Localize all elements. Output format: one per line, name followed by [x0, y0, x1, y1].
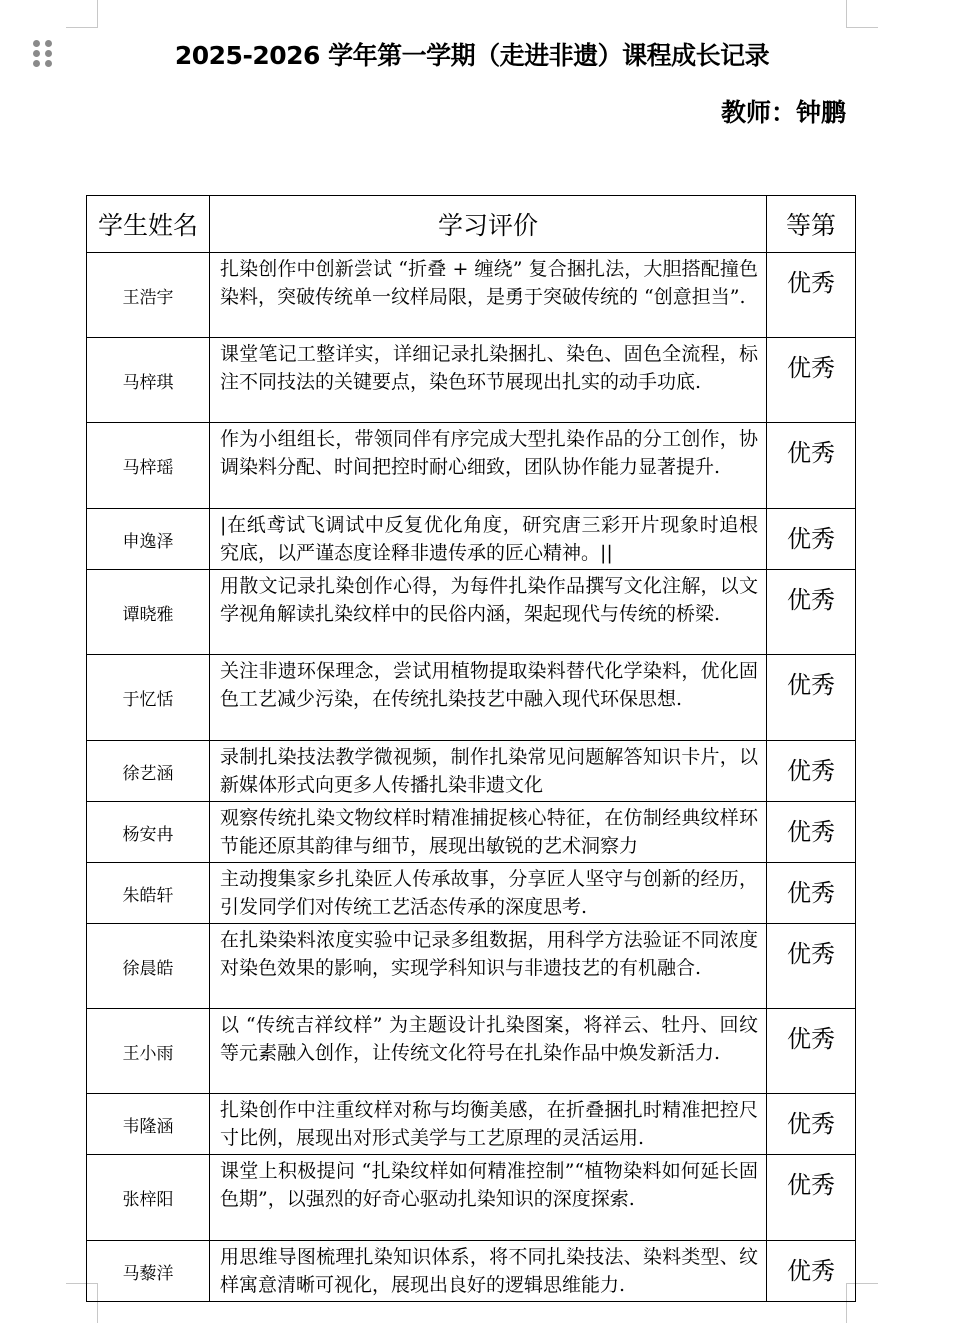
evaluation-text: 课堂笔记工整详实，详细记录扎染捆扎、染色、固色全流程，标注不同技法的关键要点，染色环节展现出扎实的动手功底. [210, 338, 767, 423]
student-name: 杨安冉 [87, 802, 210, 863]
table-row [87, 802, 856, 863]
evaluation-text: 作为小组组长，带领同伴有序完成大型扎染作品的分工创作，协调染料分配、时间把控时耐心细致，团队协作能力显著提升. [210, 423, 767, 509]
grade-value: 优秀 [767, 802, 856, 863]
student-name: 马梓瑶 [87, 423, 210, 509]
header-grade: 等第 [767, 196, 856, 253]
table-row [87, 509, 856, 570]
evaluation-text: |在纸鸢试飞调试中反复优化角度，研究唐三彩开片现象时追根究底，以严谨态度诠释非遗传承的匠心精神。|| [210, 509, 767, 570]
evaluation-text: 主动搜集家乡扎染匠人传承故事，分享匠人坚守与创新的经历，引发同学们对传统工艺活态传承的深度思考. [210, 863, 767, 924]
crop-mark [846, 0, 847, 28]
grade-value: 优秀 [767, 1009, 856, 1094]
header-evaluation: 学习评价 [210, 196, 767, 253]
table-row [87, 253, 856, 338]
evaluation-text: 在扎染染料浓度实验中记录多组数据，用科学方法验证不同浓度对染色效果的影响，实现学科知识与非遗技艺的有机融合. [210, 924, 767, 1009]
grade-value: 优秀 [767, 741, 856, 802]
student-name: 朱皓轩 [87, 863, 210, 924]
evaluation-text: 关注非遗环保理念，尝试用植物提取染料替代化学染料，优化固色工艺减少污染，在传统扎染技艺中融入现代环保思想. [210, 655, 767, 741]
grade-value: 优秀 [767, 423, 856, 509]
table-row [87, 1241, 856, 1302]
evaluation-text: 课堂上积极提问 “扎染纹样如何精准控制”“植物染料如何延长固色期”，以强烈的好奇心驱动扎染知识的深度探索. [210, 1155, 767, 1241]
table-row [87, 338, 856, 423]
table-row [87, 863, 856, 924]
table-row [87, 655, 856, 741]
grade-value: 优秀 [767, 338, 856, 423]
table-row [87, 1094, 856, 1155]
student-name: 徐晨皓 [87, 924, 210, 1009]
crop-mark [97, 0, 98, 28]
evaluation-text: 以 “传统吉祥纹样” 为主题设计扎染图案，将祥云、牡丹、回纹等元素融入创作，让传统文化符号在扎染作品中焕发新活力. [210, 1009, 767, 1094]
crop-mark [846, 27, 878, 28]
header-student-name: 学生姓名 [87, 196, 210, 253]
student-name: 王小雨 [87, 1009, 210, 1094]
evaluation-text: 用思维导图梳理扎染知识体系，将不同扎染技法、染料类型、纹样寓意清晰可视化，展现出良好的逻辑思维能力. [210, 1241, 767, 1302]
student-name: 马藜洋 [87, 1241, 210, 1302]
evaluation-text: 录制扎染技法教学微视频，制作扎染常见问题解答知识卡片，以新媒体形式向更多人传播扎染非遗文化 [210, 741, 767, 802]
grade-value: 优秀 [767, 1094, 856, 1155]
student-name: 王浩宇 [87, 253, 210, 338]
grade-value: 优秀 [767, 1155, 856, 1241]
grade-value: 优秀 [767, 570, 856, 655]
evaluation-text: 扎染创作中创新尝试 “折叠 + 缠绕” 复合捆扎法，大胆搭配撞色染料，突破传统单一纹样局限，是勇于突破传统的 “创意担当”. [210, 253, 767, 338]
student-name: 马梓琪 [87, 338, 210, 423]
student-name: 徐艺涵 [87, 741, 210, 802]
teacher-name: 教师：钟鹏 [720, 98, 846, 127]
crop-mark [66, 27, 98, 28]
student-name: 谭晓雅 [87, 570, 210, 655]
evaluation-text: 扎染创作中注重纹样对称与均衡美感，在折叠捆扎时精准把控尺寸比例，展现出对形式美学与工艺原理的灵活运用. [210, 1094, 767, 1155]
grade-value: 优秀 [767, 924, 856, 1009]
table-header-row [87, 196, 856, 253]
table-row [87, 423, 856, 509]
grade-value: 优秀 [767, 253, 856, 338]
evaluation-text: 观察传统扎染文物纹样时精准捕捉核心特征，在仿制经典纹样环节能还原其韵律与细节，展现出敏锐的艺术洞察力 [210, 802, 767, 863]
evaluation-text: 用散文记录扎染创作心得，为每件扎染作品撰写文化注解，以文学视角解读扎染纹样中的民俗内涵，架起现代与传统的桥梁. [210, 570, 767, 655]
grade-value: 优秀 [767, 655, 856, 741]
student-name: 申逸泽 [87, 509, 210, 570]
grade-value: 优秀 [767, 509, 856, 570]
table-row [87, 570, 856, 655]
grade-value: 优秀 [767, 1241, 856, 1302]
student-name: 张梓阳 [87, 1155, 210, 1241]
table-row [87, 924, 856, 1009]
table-row [87, 1009, 856, 1094]
table-row [87, 1155, 856, 1241]
student-name: 于忆恬 [87, 655, 210, 741]
page-title: 2025-2026 学年第一学期（走进非遗）课程成长记录 [174, 41, 770, 70]
table-row [87, 741, 856, 802]
growth-record-table [86, 195, 856, 1302]
grade-value: 优秀 [767, 863, 856, 924]
student-name: 韦隆涵 [87, 1094, 210, 1155]
